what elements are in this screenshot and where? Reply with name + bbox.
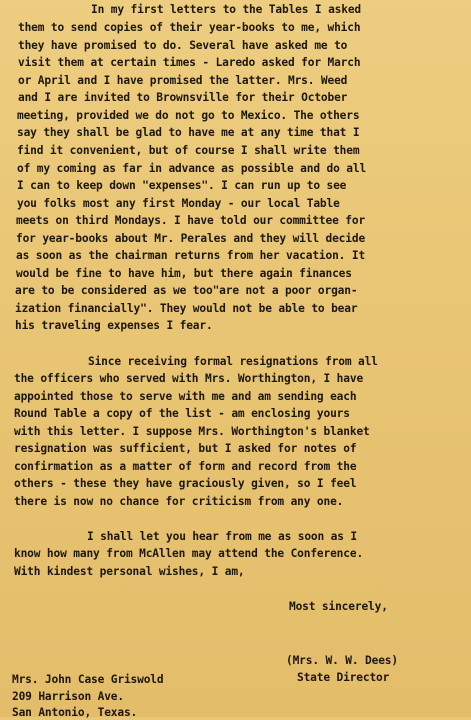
text-line: or April and I have promised the latter. Mrs. Weed <box>18 74 348 87</box>
text-line: appointed those to serve with me and am sending each <box>14 390 357 403</box>
address-line: Mrs. John Case Griswold <box>12 673 164 686</box>
text-line: them to send copies of their year-books to me, which <box>18 21 361 34</box>
text-line: others - these they have graciously given, so I feel <box>14 477 357 490</box>
closing: Most sincerely, <box>289 600 388 613</box>
text-line: resignation was sufficient, but I asked for notes of <box>14 442 357 455</box>
text-line: Round Table a copy of the list - am enclosing yours <box>14 407 350 420</box>
text-line: Since receiving formal resignations from all <box>88 355 378 368</box>
text-line: ization financially". They would not be able to bear <box>15 302 358 315</box>
text-line: of my coming as far in advance as possible and do all <box>17 162 367 175</box>
text-line: I can to keep down "expenses". I can run up to see <box>17 179 347 192</box>
text-line: confirmation as a matter of form and record from the <box>14 460 357 473</box>
text-line: the officers who served with Mrs. Worthington, I have <box>14 372 364 385</box>
signer-name: (Mrs. W. W. Dees) <box>286 654 398 667</box>
text-line: for year-books about Mr. Perales and they will decide <box>16 232 366 245</box>
text-line: his traveling expenses I fear. <box>15 319 213 332</box>
text-line: are to be considered as we too"are not a poor organ- <box>15 284 358 297</box>
text-line: find it convenient, but of course I shall write them <box>17 144 360 157</box>
text-line: meets on third Mondays. I have told our committee for <box>16 214 366 227</box>
address-line: 209 Harrison Ave. <box>12 690 124 703</box>
text-line: there is now no chance for criticism from any one. <box>14 495 344 508</box>
text-line: In my first letters to the Tables I asked <box>91 3 362 16</box>
text-line: I shall let you hear from me as soon as I <box>87 530 358 543</box>
text-line: visit them at certain times - Laredo asked for March <box>18 56 361 69</box>
text-line: say they shall be glad to have me at any time that I <box>17 126 360 139</box>
text-line: they have promised to do. Several have asked me to <box>18 39 348 52</box>
text-line: you folks most any first Monday - our local Table <box>17 197 340 210</box>
text-line: and I are invited to Brownsville for their October <box>18 91 348 104</box>
signer-title: State Director <box>297 671 390 684</box>
text-line: with this letter. I suppose Mrs. Worthington's blanket <box>14 425 370 438</box>
text-line: know how many from McAllen may attend the Conference. <box>14 547 364 560</box>
address-line: San Antonio, Texas. <box>12 706 138 719</box>
text-line: meeting, provided we do not go to Mexico. The others <box>17 109 360 122</box>
text-line: With kindest personal wishes, I am, <box>14 565 245 578</box>
text-line: would be fine to have him, but there again finances <box>16 267 352 280</box>
text-line: as soon as the chairman returns from her vacation. It <box>16 249 366 262</box>
